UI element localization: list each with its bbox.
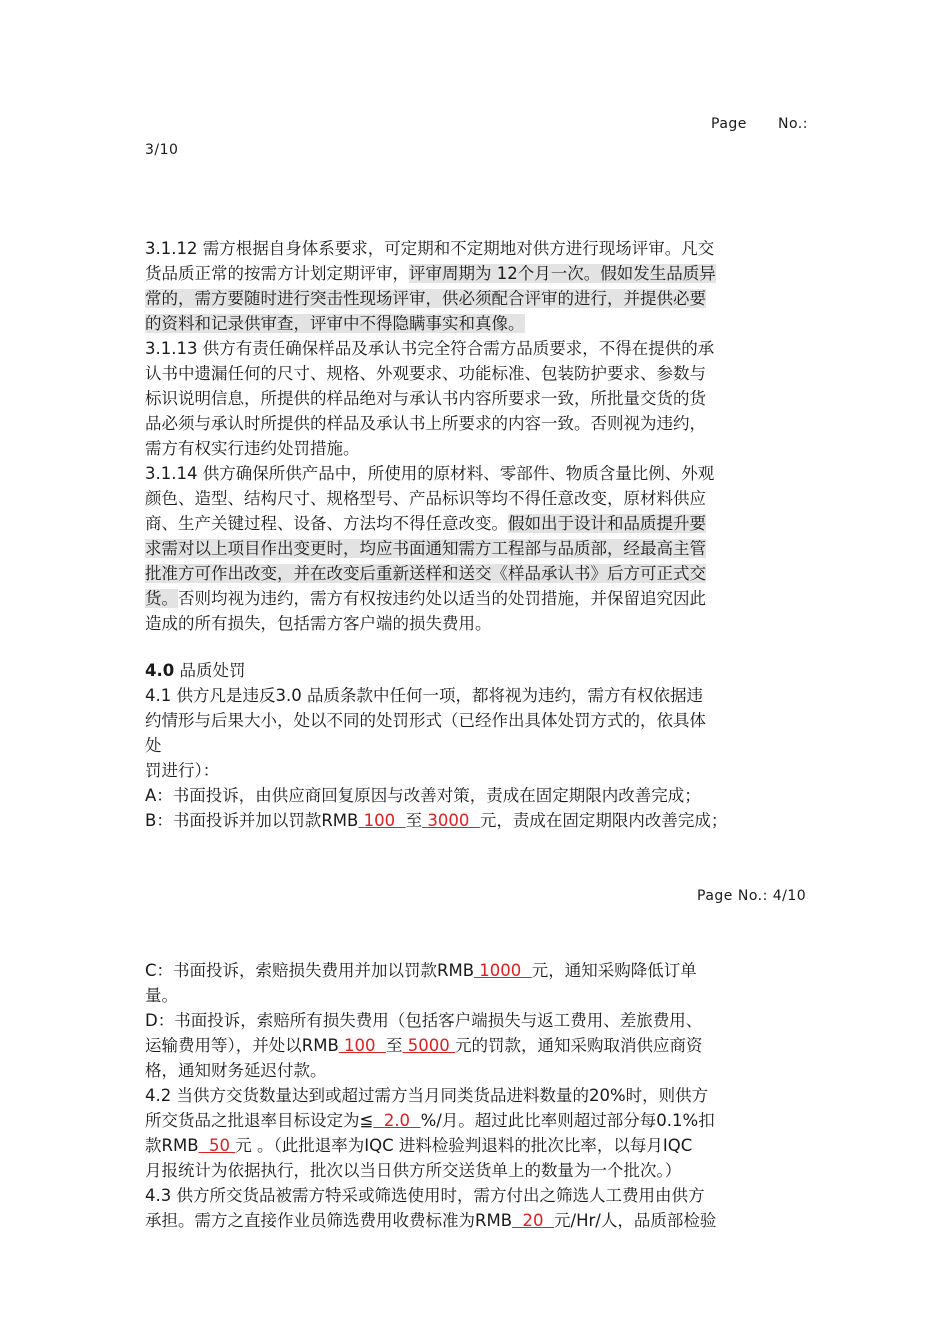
fine-amount: 1000 [474, 961, 532, 980]
page-4-body [145, 958, 835, 1233]
highlighted-text: 假如出于设计和品质提升要 [508, 514, 706, 533]
clauses-3-1 [145, 236, 835, 636]
highlighted-text: 货。 [145, 589, 178, 608]
text-line: 3.1.14 供方确保所供产品中，所使用的原材料、零部件、物质含量比例、外观 [145, 464, 715, 483]
text-span: %/月。超过此比率则超过部分每0.1%扣 [420, 1111, 715, 1130]
text-line [145, 586, 835, 611]
text-line: 需方有权实行违约处罚措施。 [145, 439, 360, 458]
text-line [145, 1208, 835, 1233]
section-title: 品质处罚 [174, 661, 246, 680]
fine-amount-min: 100 [338, 1036, 387, 1055]
text-span: 运输费用等），并处以RMB [145, 1036, 339, 1055]
text-span: 元/Hr/人，品质部检验 [554, 1211, 717, 1230]
text-line: 量。 [145, 986, 178, 1005]
text-line: 3.1.12 需方根据自身体系要求，可定期和不定期地对供方进行现场评审。凡交 [145, 239, 715, 258]
text-line: 造成的所有损失，包括需方客户端的损失费用。 [145, 614, 492, 633]
text-line: 格，通知财务延迟付款。 [145, 1061, 327, 1080]
text-span: 元，通知采购降低订单 [531, 961, 697, 980]
screening-fee: 20 [512, 1211, 555, 1230]
text-line [145, 286, 835, 311]
text-line: 4.3 供方所交货品被需方特采或筛选使用时，需方付出之筛选人工费用由供方 [145, 1186, 705, 1205]
text-line: 罚进行）： [145, 761, 220, 780]
clause-3-1-12 [145, 236, 835, 336]
text-line [145, 261, 835, 286]
list-item-d: D：书面投诉，索赔所有损失费用（包括客户端损失与返工费用、差旅费用、 [145, 1011, 703, 1030]
highlighted-text: 求需对以上项目作出变更时，均应书面通知需方工程部与品质部，经最高主管 [145, 539, 706, 558]
text-line [145, 536, 835, 561]
text-span: 商、生产关键过程、设备、方法均不得任意改变。 [145, 514, 508, 533]
highlighted-text: 批准方可作出改变，并在改变后重新送样和送交《样品承认书》后方可正式交 [145, 564, 706, 583]
fine-amount-max: 3000 [422, 811, 480, 830]
section-4-0 [145, 658, 835, 833]
text-span: 元的罚款，通知采购取消供应商资 [455, 1036, 703, 1055]
text-line: 品必须与承认时所提供的样品及承认书上所要求的内容一致。否则视为违约， [145, 414, 706, 433]
text-span: 否则均视为违约，需方有权按违约处以适当的处罚措施，并保留追究因此 [178, 589, 706, 608]
text-line: 4.2 当供方交货数量达到或超过需方当月同类货品进料数量的20%时，则供方 [145, 1086, 709, 1105]
text-line [145, 1108, 835, 1133]
page-number-4: Page No.: 4/10 [697, 888, 807, 904]
text-span: 至 [405, 811, 423, 830]
text-line: 处 [145, 736, 162, 755]
list-item-c [145, 958, 835, 983]
highlighted-text: 常的，需方要随时进行突击性现场评审，供必须配合评审的进行，并提供必要 [145, 289, 706, 308]
list-item-b [145, 808, 835, 833]
clause-3-1-13 [145, 336, 835, 461]
text-line [145, 1033, 835, 1058]
text-line [145, 511, 835, 536]
highlighted-text: 的资料和记录供审查，评审中不得隐瞒事实和真像。 [145, 314, 525, 333]
text-line: 标识说明信息，所提供的样品绝对与承认书内容所要求一致，所批量交货的货 [145, 389, 706, 408]
section-number: 4.0 [145, 661, 175, 680]
page-no-label: No.: [778, 116, 808, 132]
text-line: 颜色、造型、结构尺寸、规格型号、产品标识等均不得任意改变，原材料供应 [145, 489, 706, 508]
fine-amount-min: 100 [358, 811, 406, 830]
text-line: 3.1.13 供方有责任确保样品及承认书完全符合需方品质要求，不得在提供的承 [145, 339, 715, 358]
deduction-amount: 50 [198, 1136, 236, 1155]
clause-3-1-14 [145, 461, 835, 636]
page-label: Page [711, 116, 747, 132]
text-span: 至 [386, 1036, 403, 1055]
page-number: 3/10 [145, 142, 179, 158]
section-heading [145, 658, 835, 683]
highlighted-text: 评审周期为 12个月一次。假如发生品质异 [409, 264, 716, 283]
text-span: 所交货品之批退率目标设定为≦ [145, 1111, 374, 1130]
text-line [145, 311, 835, 336]
text-span: C：书面投诉，索赔损失费用并加以罚款RMB [145, 961, 475, 980]
text-span: 承担。需方之直接作业员筛选费用收费标准为RMB [145, 1211, 513, 1230]
text-span: 元，责成在固定期限内改善完成； [479, 811, 728, 830]
list-item-a: A：书面投诉，由供应商回复原因与改善对策，责成在固定期限内改善完成； [145, 786, 701, 805]
text-span: 元 。（此批退率为IQC 进料检验判退料的批次比率，以每月IQC [235, 1136, 693, 1155]
text-span: 货品质正常的按需方计划定期评审， [145, 264, 409, 283]
text-span: B：书面投诉并加以罚款RMB [145, 811, 359, 830]
text-span: 款RMB [145, 1136, 199, 1155]
text-line [145, 1133, 835, 1158]
text-line: 月报统计为依据执行，批次以当日供方所交送货单上的数量为一个批次。） [145, 1161, 682, 1180]
text-line: 认书中遗漏任何的尺寸、规格、外观要求、功能标准、包装防护要求、参数与 [145, 364, 706, 383]
text-line: 4.1 供方凡是违反3.0 品质条款中任何一项，都将视为违约，需方有权依据违 [145, 686, 703, 705]
fine-amount-max: 5000 [402, 1036, 455, 1055]
text-line [145, 561, 835, 586]
reject-rate-target: 2.0 [373, 1111, 421, 1130]
text-line: 约情形与后果大小，处以不同的处罚形式（已经作出具体处罚方式的，依具体 [145, 711, 706, 730]
